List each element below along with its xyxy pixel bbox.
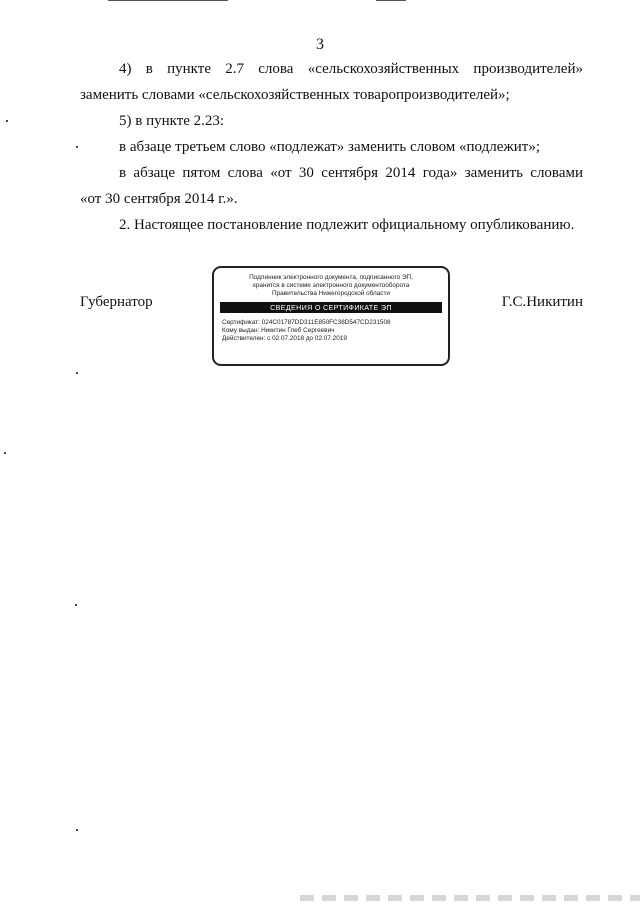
stamp-certificate: Сертификат: 024C01787DD311E850FC38D547CD231508	[222, 319, 391, 326]
stamp-details	[222, 319, 440, 343]
paragraph-item-4-continued	[80, 82, 583, 108]
paragraph-line: в абзаце третьем слово «подлежат» заменить словом «подлежит»;	[119, 139, 541, 155]
stamp-note-line: Подлинник электронного документа, подписанного ЭП,	[249, 274, 413, 281]
paragraph-publication	[80, 212, 583, 238]
stamp-note-line: Правительства Нижегородской области	[271, 290, 391, 297]
scan-edge-rule-right	[376, 0, 406, 1]
stamp-validity: Действителен: с 02.07.2018 до 02.07.2019	[222, 335, 347, 342]
paragraph-line: 5) в пункте 2.23:	[119, 113, 225, 129]
scan-speck	[76, 146, 78, 148]
paragraph-item-5	[80, 108, 583, 134]
paragraph-fifth-abzac-continued	[80, 186, 583, 212]
scan-edge-rule-left	[108, 0, 228, 1]
paragraph-line: в абзаце пятом слова «от 30 сентября 2014 года» заменить словами	[119, 165, 583, 181]
scan-speck	[76, 829, 78, 831]
stamp-issued-to: Кому выдан: Никитин Глеб Сергеевич	[222, 327, 335, 334]
stamp-header: СВЕДЕНИЯ О СЕРТИФИКАТЕ ЭП	[220, 302, 442, 313]
signer-title: Губернатор	[80, 294, 153, 310]
stamp-note-line: хранится в системе электронного документооборота	[252, 282, 410, 289]
paragraph-line: 4) в пункте 2.7 слова «сельскохозяйственных производителей»	[119, 61, 583, 77]
scan-bottom-noise	[300, 895, 640, 901]
page-number: 3	[316, 36, 324, 53]
paragraph-item-4	[80, 56, 583, 82]
stamp-note	[220, 274, 442, 298]
scan-speck	[75, 604, 77, 606]
paragraph-line: заменить словами «сельскохозяйственных товаропроизводителей»;	[80, 87, 510, 103]
paragraph-third-abzac	[80, 134, 583, 160]
paragraph-line: «от 30 сентября 2014 г.».	[80, 191, 238, 207]
scan-speck	[4, 452, 6, 454]
signer-name: Г.С.Никитин	[501, 294, 583, 310]
scan-speck	[76, 372, 78, 374]
paragraph-line: 2. Настоящее постановление подлежит официальному опубликованию.	[119, 217, 575, 233]
scan-speck	[6, 120, 8, 122]
electronic-signature-stamp	[212, 266, 450, 366]
paragraph-fifth-abzac	[80, 160, 583, 186]
document-body	[80, 56, 583, 238]
